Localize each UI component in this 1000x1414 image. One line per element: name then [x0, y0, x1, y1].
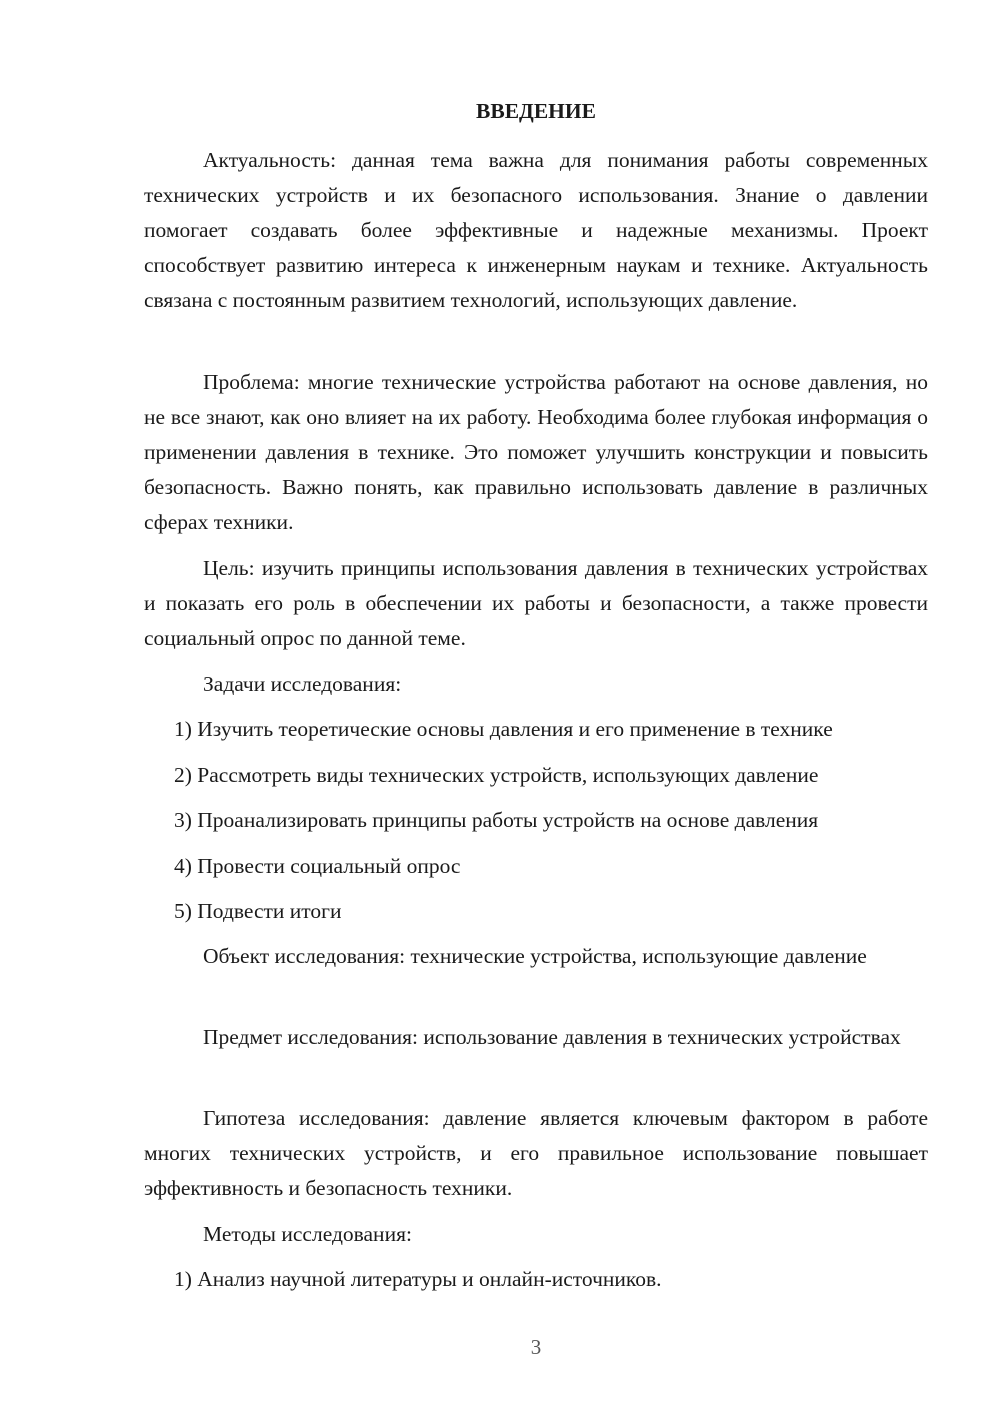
page-number: 3	[530, 1335, 542, 1359]
task-item: 3) Проанализировать принципы работы устройств на основе давления	[174, 808, 819, 832]
task-item: 2) Рассмотреть виды технических устройств, использующих давление	[174, 763, 819, 787]
tasks-title: Задачи исследования:	[203, 672, 402, 696]
problem-paragraph: Проблема: многие технические устройства работают на основе давления, но не все знают, как оно влияет на их работу. Необходима более глубокая информация о применении давления в технике. Это поможет улучшить конструкции и повысить безопасность. Важно понять, как правильно использовать давление в различных сферах техники.	[144, 370, 928, 534]
goal-paragraph: Цель: изучить принципы использования давления в технических устройствах и показать его роль в обеспечении их работы и безопасности, а также провести социальный опрос по данной теме.	[144, 556, 928, 650]
section-heading: ВВЕДЕНИЕ	[476, 99, 596, 123]
task-item: 5) Подвести итоги	[174, 899, 342, 923]
methods-title: Методы исследования:	[203, 1222, 412, 1246]
task-item: 1) Изучить теоретические основы давления и его применение в технике	[174, 717, 833, 741]
object-paragraph: Объект исследования: технические устройства, использующие давление	[203, 944, 867, 968]
method-item: 1) Анализ научной литературы и онлайн-источников.	[174, 1267, 662, 1291]
task-item: 4) Провести социальный опрос	[174, 854, 461, 878]
relevance-paragraph: Актуальность: данная тема важна для понимания работы современных технических устройств и их безопасного использования. Знание о давлении помогает создавать более эффективные и надежные механизмы. Проект способствует развитию интереса к инженерным наукам и технике. Актуальность связана с постоянным развитием технологий, использующих давление.	[144, 148, 928, 312]
subject-paragraph: Предмет исследования: использование давления в технических устройствах	[203, 1025, 901, 1049]
hypothesis-paragraph: Гипотеза исследования: давление является ключевым фактором в работе многих технических устройств, и его правильное использование повышает эффективность и безопасность техники.	[144, 1106, 928, 1200]
